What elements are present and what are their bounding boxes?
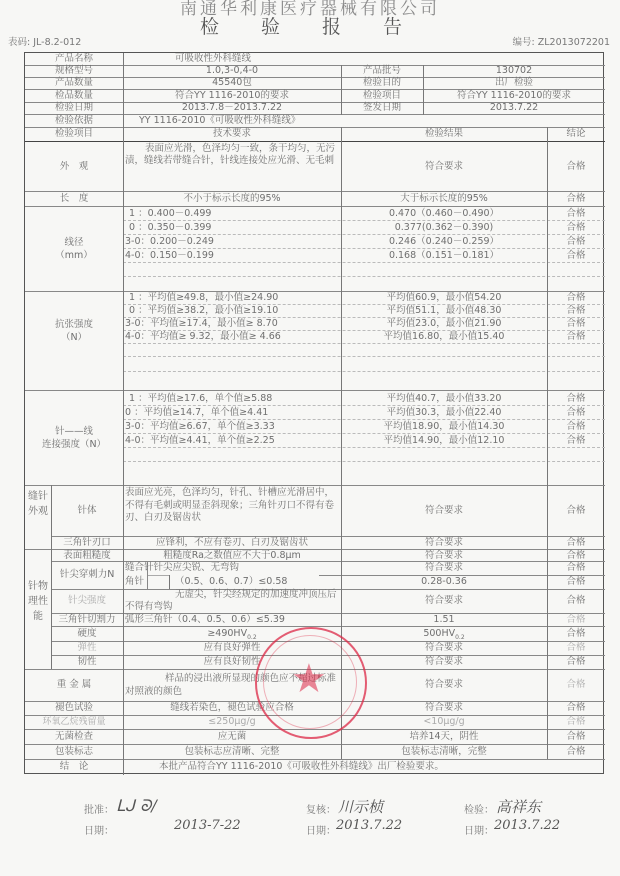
diameter-conclusion-3: 合格 — [566, 236, 586, 247]
appearance-req: 表面应光滑，色泽均匀一致，条干均匀，无污渍，缝线若带缝合针，针线连接处应光滑、无毛刺 — [125, 143, 336, 166]
elasticity-conclusion: 合格 — [566, 642, 586, 653]
tensile-conclusion-1: 合格 — [566, 292, 586, 303]
spec-label: 规格型号 — [54, 65, 93, 76]
diameter-item: 线径 — [64, 237, 84, 248]
review-signature: 川示桢 — [338, 798, 384, 816]
quantity-label: 产品数量 — [54, 77, 93, 88]
diameter-unit: （mm） — [55, 250, 93, 261]
tensile-req-3: 3-0：平均值≥17.4，最小值≥ 8.70 — [125, 318, 278, 329]
tensile-item: 抗张强度 — [54, 319, 93, 330]
appearance-result: 符合要求 — [424, 161, 463, 172]
product-name-value: 可吸收性外科缝线 — [175, 53, 252, 64]
sample-label: 检品数量 — [54, 90, 93, 101]
attachment-conclusion-4: 合格 — [566, 435, 586, 446]
diameter-req-3: 3-0：0.200－0.249 — [125, 236, 214, 247]
toughness-item: 韧性 — [77, 656, 97, 667]
review-date: 2013.7.22 — [336, 818, 403, 833]
basis-value: YY 1116-2010《可吸收性外科缝线》 — [139, 115, 301, 126]
diameter-result-4: 0.168（0.151－0.181） — [388, 250, 500, 261]
packaging-req: 包装标志应清晰、完整 — [184, 746, 280, 757]
length-result: 大于标示长度的95% — [400, 193, 488, 204]
attachment-req-2: 0 ：平均值≥14.7，单个值≥4.41 — [125, 407, 269, 418]
cutting-req: 弧形三角针（0.4、0.5、0.6）≤5.39 — [125, 614, 285, 625]
needle-appearance-group: 缝针外观 — [28, 491, 48, 517]
penetration-req-1: 缝合针针尖应尖锐、无弯钩 — [125, 562, 240, 573]
tensile-result-4: 平均值16.80，最小值15.40 — [383, 331, 505, 342]
date-value: 2013.7.8－2013.7.22 — [181, 102, 283, 113]
attachment-req-4: 4-0：平均值≥4.41，单个值≥2.25 — [125, 435, 275, 446]
roughness-item: 表面粗糙度 — [63, 550, 111, 561]
batch-value: 130702 — [495, 65, 533, 76]
penetration-item: 针尖穿刺力N — [59, 569, 115, 580]
diameter-conclusion-2: 合格 — [566, 222, 586, 233]
needle-body-conclusion: 合格 — [566, 505, 586, 516]
appearance-conclusion: 合格 — [566, 161, 586, 172]
final-conclusion-label: 结 论 — [59, 761, 89, 772]
approve-label: 批准： — [84, 805, 114, 816]
sample-value: 符合YY 1116-2010的要求 — [175, 90, 289, 101]
hardness-result-value: 500HV — [423, 628, 456, 639]
tensile-result-1: 平均值60.9，最小值54.20 — [386, 292, 502, 303]
heavy-metal-req: 样品的浸出液所显现的颜色应不超过标准对照液的颜色 — [125, 673, 337, 697]
eo-residue-result: <10μg/g — [423, 716, 465, 727]
diameter-result-3: 0.246（0.240－0.259） — [388, 236, 500, 247]
diameter-result-1: 0.470（0.460－0.490） — [388, 208, 500, 219]
eo-residue-item: 环氧乙烷残留量 — [42, 717, 106, 727]
penetration-result-2: 0.28-0.36 — [421, 576, 467, 587]
attachment-conclusion-2: 合格 — [566, 407, 586, 418]
purpose-label: 检验目的 — [362, 77, 401, 88]
tip-strength-result: 符合要求 — [424, 595, 463, 606]
diameter-result-2: 0.377(0.362－0.390) — [394, 222, 494, 233]
elasticity-req: 应有良好弹性 — [203, 642, 261, 653]
tensile-unit: （N） — [60, 332, 88, 343]
col-result-header: 检验结果 — [424, 128, 463, 139]
triangle-edge-conclusion: 合格 — [566, 537, 586, 548]
tensile-result-3: 平均值23.0，最小值21.90 — [386, 318, 502, 329]
fade-req: 缝线若染色，褪色试验应合格 — [170, 702, 294, 713]
diameter-conclusion-4: 合格 — [566, 250, 586, 261]
hardness-result-sub: 0.2 — [455, 633, 465, 641]
diameter-req-4: 4-0：0.150－0.199 — [125, 250, 214, 261]
attachment-result-2: 平均值30.3，最小值22.40 — [386, 407, 502, 418]
packaging-item: 包装标志 — [54, 746, 93, 757]
eo-residue-conclusion: 合格 — [566, 716, 586, 727]
attachment-conclusion-1: 合格 — [566, 393, 586, 404]
sterility-item: 无菌检查 — [54, 731, 93, 742]
attachment-req-3: 3-0：平均值≥6.67，单个值≥3.33 — [125, 421, 275, 432]
inspect-label: 检验： — [464, 805, 494, 816]
triangle-edge-item: 三角针刃口 — [63, 537, 111, 548]
basis-label: 检验依据 — [54, 115, 93, 126]
penetration-conclusion-1: 合格 — [566, 562, 586, 573]
roughness-req: 粗糙度Ra之数值应不大于0.8μm — [163, 550, 301, 561]
date-label: 检验日期 — [54, 102, 93, 113]
sterility-result: 培养14天，阴性 — [409, 731, 479, 742]
triangle-edge-result: 符合要求 — [424, 537, 463, 548]
eo-residue-req: ≤250μg/g — [208, 716, 256, 727]
inspect-date: 2013.7.22 — [494, 818, 561, 833]
batch-label: 产品批号 — [362, 65, 401, 76]
length-conclusion: 合格 — [566, 193, 586, 204]
tip-strength-item: 针尖强度 — [67, 595, 106, 606]
tensile-conclusion-3: 合格 — [566, 318, 586, 329]
heavy-metal-item: 重 金 属 — [56, 679, 92, 690]
hardness-req-sub: 0.2 — [247, 633, 257, 641]
attachment-req-1: 1 ：平均值≥17.6，单个值≥5.88 — [129, 393, 273, 404]
serial-number: 编号: ZL2013072201 — [512, 37, 610, 48]
elasticity-result: 符合要求 — [424, 642, 463, 653]
cutting-item: 三角针切割力 — [58, 614, 116, 625]
attachment-result-3: 平均值18.90，最小值14.30 — [383, 421, 505, 432]
roughness-result: 符合要求 — [424, 550, 463, 561]
appearance-item: 外 观 — [59, 161, 89, 172]
spec-value: 1.0,3-0,4-0 — [205, 65, 259, 76]
inspect-signature: 高祥东 — [496, 798, 542, 816]
needle-body-result: 符合要求 — [424, 505, 463, 516]
cutting-result: 1.51 — [433, 614, 455, 625]
packaging-result: 包装标志清晰，完整 — [401, 746, 487, 757]
fade-item: 褪色试验 — [54, 702, 93, 713]
toughness-conclusion: 合格 — [566, 656, 586, 667]
review-date-label: 日期： — [306, 826, 336, 837]
penetration-req-2: （0.5、0.6、0.7）≤0.58 — [175, 576, 288, 587]
approve-signature: ᒪᒍ ᘐ/ — [116, 796, 157, 815]
tensile-req-4: 4-0：平均值≥ 9.32，最小值≥ 4.66 — [125, 331, 281, 342]
approve-date: 2013-7-22 — [174, 818, 241, 833]
diameter-conclusion-1: 合格 — [566, 208, 586, 219]
toughness-result: 符合要求 — [424, 656, 463, 667]
report-title: 检 验 报 告 — [199, 16, 421, 38]
elasticity-item: 弹性 — [77, 642, 97, 653]
product-name-label: 产品名称 — [54, 53, 93, 64]
inspect-date-label: 日期： — [464, 826, 494, 837]
hardness-item: 硬度 — [77, 628, 97, 639]
hardness-conclusion: 合格 — [566, 628, 586, 639]
diameter-req-1: 1 ：0.400－0.499 — [129, 208, 212, 219]
purpose-value: 出厂检验 — [494, 77, 533, 88]
attachment-result-1: 平均值40.7，最小值33.20 — [386, 393, 502, 404]
hardness-req-value: ≥490HV — [207, 628, 248, 639]
attachment-item: 针——线 — [54, 426, 93, 437]
col-conclusion-header: 结论 — [566, 128, 586, 139]
length-item: 长 度 — [59, 193, 89, 204]
penetration-req-2-label: 角针 — [125, 576, 145, 587]
needle-body-req: 表面应光亮，色泽均匀，针孔、针槽应光滑居中，不得有毛刺或明显歪斜现象；三角针刃口不得有卷刃、白刃及锯齿状 — [125, 487, 335, 523]
issue-date-label: 签发日期 — [362, 102, 401, 113]
quantity-value: 45540包 — [212, 77, 252, 88]
fade-result: 符合要求 — [424, 702, 463, 713]
cutting-conclusion: 合格 — [566, 614, 586, 625]
tensile-conclusion-2: 合格 — [566, 305, 586, 316]
tensile-req-1: 1 ：平均值≥49.8，最小值≥24.90 — [129, 292, 279, 303]
length-req: 不小于标示长度的95% — [183, 193, 281, 204]
tensile-req-2: 0 ：平均值≥38.2，最小值≥19.10 — [129, 305, 279, 316]
items-label: 检验项目 — [362, 90, 401, 101]
tensile-conclusion-4: 合格 — [566, 331, 586, 342]
final-conclusion-text: 本批产品符合YY 1116-2010《可吸收性外科缝线》出厂检验要求。 — [159, 761, 444, 772]
company-seal-stamp — [255, 627, 367, 739]
form-code: 表码: JL-8.2-012 — [8, 37, 82, 48]
review-label: 复核： — [306, 805, 336, 816]
tip-strength-req: 无虚尖，针尖经规定的加速度冲顶压后不得有弯钩 — [125, 589, 337, 612]
roughness-conclusion: 合格 — [566, 550, 586, 561]
tensile-result-2: 平均值51.1，最小值48.30 — [386, 305, 502, 316]
col-item-header: 检验项目 — [54, 128, 93, 139]
toughness-req: 应有良好韧性 — [203, 656, 261, 667]
attachment-conclusion-3: 合格 — [566, 421, 586, 432]
star-icon: ★ — [291, 656, 327, 702]
attachment-result-4: 平均值14.90，最小值12.10 — [383, 435, 505, 446]
sterility-conclusion: 合格 — [566, 731, 586, 742]
approve-date-label: 日期： — [84, 826, 114, 837]
col-requirement-header: 技术要求 — [212, 128, 251, 139]
issue-date-value: 2013.7.22 — [489, 102, 539, 113]
needle-body-item: 针体 — [77, 505, 97, 516]
sterility-req: 应无菌 — [217, 731, 247, 742]
needle-physical-group: 针物理性能 — [28, 581, 48, 622]
heavy-metal-conclusion: 合格 — [566, 679, 586, 690]
heavy-metal-result: 符合要求 — [424, 679, 463, 690]
penetration-conclusion-2: 合格 — [566, 576, 586, 587]
items-value: 符合YY 1116-2010的要求 — [457, 90, 571, 101]
diameter-req-2: 0 ：0.350－0.399 — [129, 222, 212, 233]
fade-conclusion: 合格 — [566, 702, 586, 713]
penetration-result-1: 符合要求 — [424, 562, 463, 573]
company-name: 南通华利康医疗器械有限公司 — [180, 0, 440, 19]
attachment-unit: 连接强度（N） — [41, 439, 107, 450]
triangle-edge-req: 应锋利，不应有卷刃、白刃及锯齿状 — [155, 537, 308, 548]
packaging-conclusion: 合格 — [566, 746, 586, 757]
tip-strength-conclusion: 合格 — [566, 595, 586, 606]
